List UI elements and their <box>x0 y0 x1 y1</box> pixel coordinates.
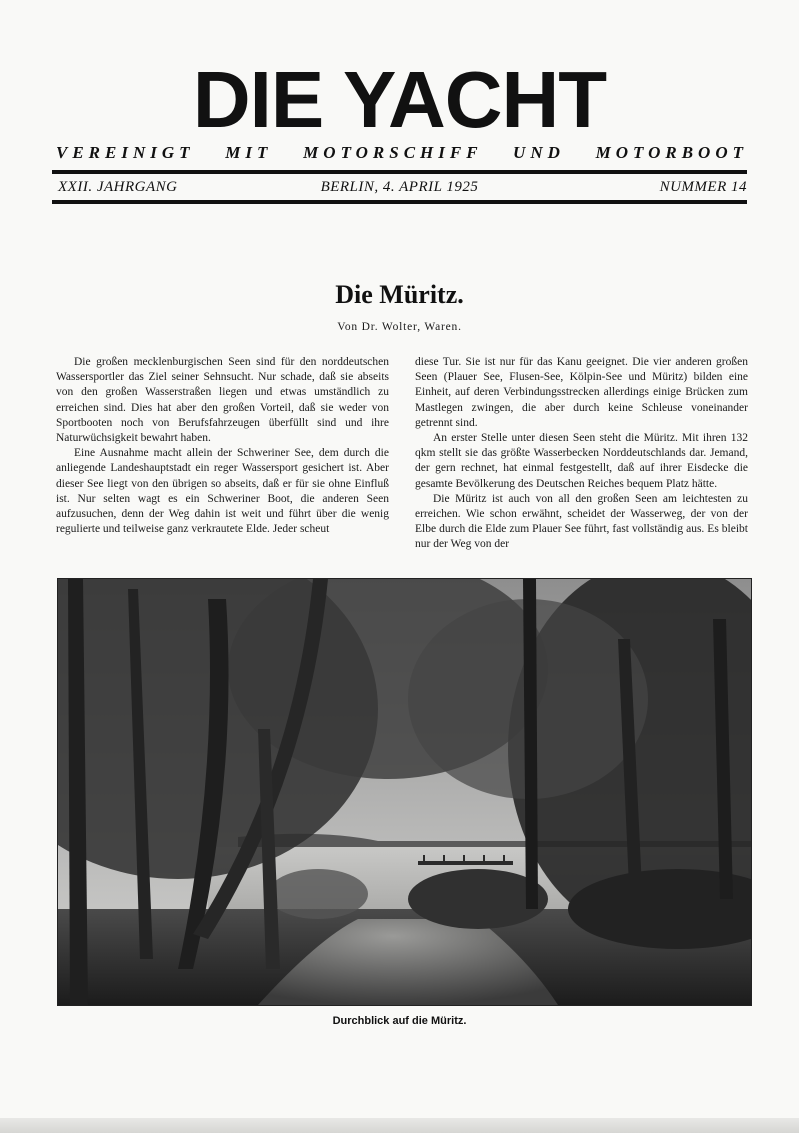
photo-caption: Durchblick auf die Müritz. <box>332 1015 467 1027</box>
masthead-title: DIE YACHT <box>192 55 607 144</box>
page-bottom-edge <box>0 1118 799 1133</box>
paragraph: Eine Ausnahme macht allein der Schweriner See, dem durch die anliegende Landeshauptstadt ein reger Wassersport gesichert ist. Aber dieser See liegt von den übrigen so abseits, daß er für sie ohne Einfluß ist. Nur selten wagt es ein Schweriner Boot, die anderen Seen aufzusuchen, denn der Weg dahin ist weit und führt über die wenig regulierte und teilweise ganz verkrautete Elde. Jeder scheut <box>56 447 389 536</box>
issue-place-date: BERLIN, 4. APRIL 1925 <box>320 179 479 195</box>
paragraph: An erster Stelle unter diesen Seen steht die Müritz. Mit ihren 132 qkm stellt sie das größte Wasserbecken Norddeutschlands dar. Jemand, der gern rechnet, hat einmal festgestellt, daß auf ihrer Eisdecke die gesamte Bevölkerung des Deutschen Reiches bequem Platz hätte. <box>415 432 748 490</box>
article-author: Von Dr. Wolter, Waren. <box>337 321 462 333</box>
issue-volume: XXII. JAHRGANG <box>58 179 178 195</box>
lake-photograph <box>57 578 752 1006</box>
article-right-column <box>415 355 748 553</box>
issue-number: NUMMER 14 <box>659 179 747 195</box>
paragraph: Die Müritz ist auch von all den großen Seen am leichtesten zu erreichen. Wie schon erwähnt, scheidet der Wasserweg, der von der Elbe durch die Elde zum Plauer See führt, fast vollständig aus. Es bleibt nur der Weg von der <box>415 492 748 551</box>
paragraph: Die großen mecklenburgischen Seen sind für den norddeutschen Wassersportler das Ziel seiner Sehnsucht. Nur schade, daß sie abseits von den großen Wasserstraßen liegen und etwas umständlich zu erreichen sind. Dies hat aber den großen Vorteil, daß sie weder von Sportbooten noch von Berufsfahrzeugen überfüllt sind und ihre Naturwüchsigkeit bewahrt haben. <box>56 356 389 445</box>
masthead-rule-top <box>52 170 747 174</box>
paragraph: diese Tur. Sie ist nur für das Kanu geeignet. Die vier anderen großen Seen (Plauer See, Flusen-See, Kölpin-See und Müritz) bilden eine Einheit, auf deren Verbindungsstrecken allerdings einige Brücken zum Mastlegen zwingen, die aber durch keine Schleuse voneinander getrennt sind. <box>415 356 748 429</box>
masthead-rule-bottom <box>52 200 747 204</box>
masthead-subtitle: VEREINIGT MIT MOTORSCHIFF UND MOTORBOOT <box>56 143 748 162</box>
article-left-column <box>56 355 389 537</box>
article-title: Die Müritz. <box>335 280 464 309</box>
